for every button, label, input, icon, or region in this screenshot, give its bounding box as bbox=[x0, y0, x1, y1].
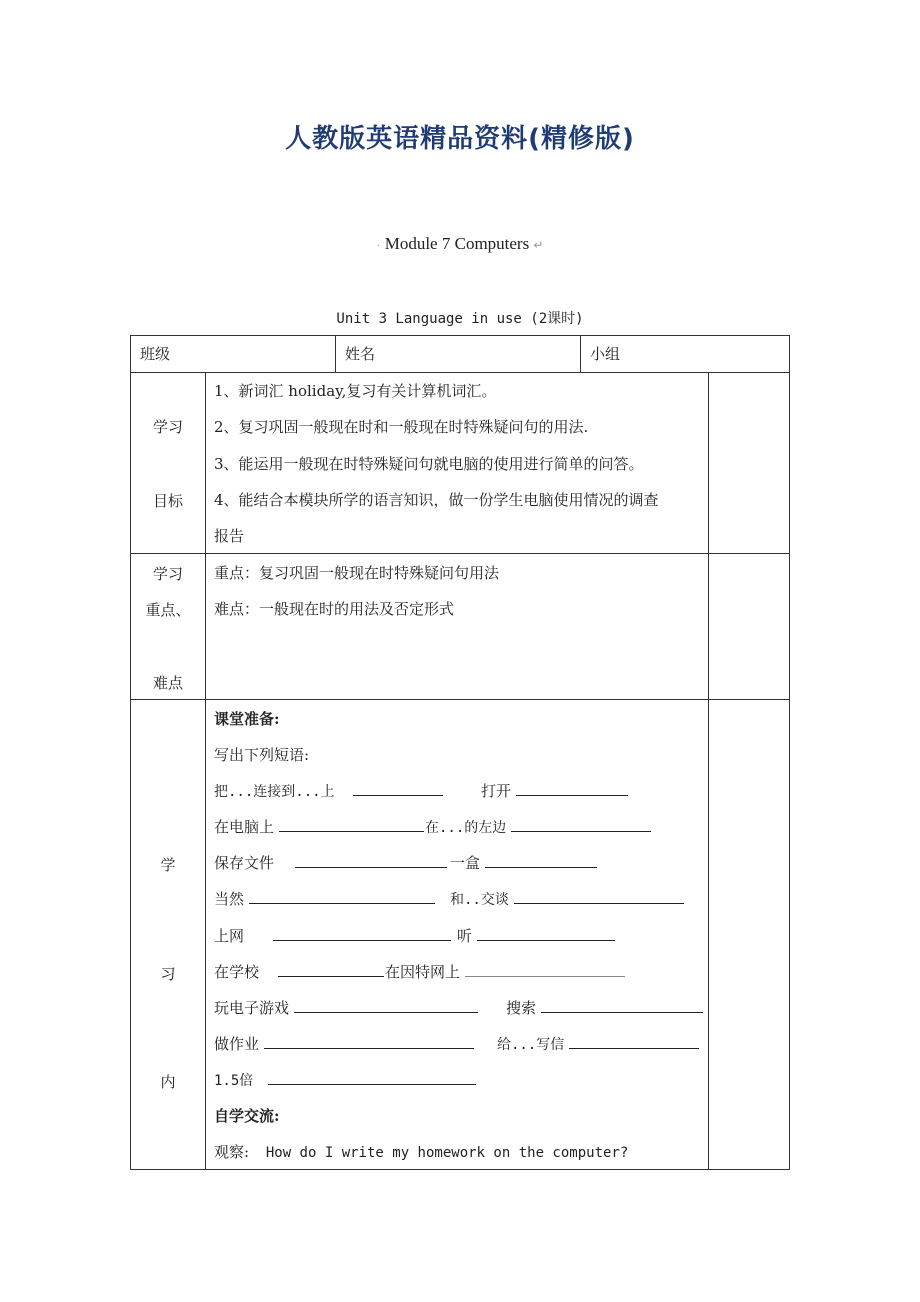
prep-instruction: 写出下列短语: bbox=[214, 746, 310, 764]
phrase-label: 玩电子游戏 bbox=[214, 999, 290, 1017]
phrase-label: 在...的左边 bbox=[425, 820, 507, 836]
phrase-row bbox=[214, 926, 451, 946]
content-label-1: 学 bbox=[160, 856, 176, 874]
prep-heading: 课堂准备: bbox=[214, 710, 280, 728]
objective-item: 2、复习巩固一般现在时和一般现在时特殊疑问句的用法. bbox=[214, 418, 589, 436]
answer-blank[interactable] bbox=[516, 781, 628, 796]
table-border-bottom bbox=[130, 1169, 790, 1170]
observe-label: 观察: bbox=[214, 1143, 250, 1161]
table-border-left bbox=[130, 335, 131, 1170]
table-border-top bbox=[130, 335, 790, 336]
phrase-row bbox=[214, 853, 447, 873]
answer-blank[interactable] bbox=[249, 889, 435, 904]
page-title: 人教版英语精品资料(精修版) bbox=[285, 124, 635, 154]
phrase-label: 保存文件 bbox=[214, 854, 275, 872]
table-border-right bbox=[789, 335, 790, 1170]
keypoints-label-3: 难点 bbox=[152, 674, 183, 692]
answer-blank[interactable] bbox=[273, 926, 451, 941]
phrase-label: 搜索 bbox=[506, 999, 537, 1017]
phrase-label: 给...写信 bbox=[497, 1037, 565, 1053]
observe-sentence: How do I write my homework on the computer? bbox=[265, 1145, 629, 1161]
row-divider bbox=[130, 372, 790, 373]
phrase-label: 把...连接到...上 bbox=[214, 784, 335, 800]
answer-blank[interactable] bbox=[294, 998, 478, 1013]
col-divider bbox=[708, 372, 709, 1170]
answer-blank[interactable] bbox=[511, 817, 651, 832]
difficulty-point: 难点：一般现在时的用法及否定形式 bbox=[214, 600, 455, 618]
observe-line bbox=[214, 1142, 628, 1163]
answer-blank[interactable] bbox=[264, 1034, 474, 1049]
objective-item: 报告 bbox=[214, 527, 245, 545]
answer-blank[interactable] bbox=[268, 1070, 476, 1085]
answer-blank[interactable] bbox=[569, 1034, 699, 1049]
format-mark-icon: · bbox=[376, 238, 381, 252]
phrase-label: 在学校 bbox=[214, 963, 260, 981]
phrase-row bbox=[214, 998, 478, 1018]
phrase-row bbox=[214, 817, 424, 837]
class-label: 班级 bbox=[140, 345, 171, 363]
content-label-2: 习 bbox=[160, 965, 176, 983]
phrase-label: 和..交谈 bbox=[450, 892, 509, 908]
keypoints-label-2: 重点、 bbox=[145, 601, 191, 619]
phrase-row bbox=[497, 1034, 699, 1055]
objective-item: 3、能运用一般现在时特殊疑问句就电脑的使用进行简单的问答。 bbox=[214, 455, 644, 473]
phrase-label: 在电脑上 bbox=[214, 818, 275, 836]
answer-blank[interactable] bbox=[465, 962, 625, 977]
objective-item: 1、新词汇 holiday,复习有关计算机词汇。 bbox=[214, 382, 497, 400]
col-divider bbox=[335, 335, 336, 373]
answer-blank[interactable] bbox=[541, 998, 703, 1013]
row-divider bbox=[130, 553, 790, 554]
objectives-label-1: 学习 bbox=[152, 418, 183, 436]
answer-blank[interactable] bbox=[477, 926, 615, 941]
answer-blank[interactable] bbox=[514, 889, 684, 904]
self-study-heading: 自学交流: bbox=[214, 1107, 280, 1125]
module-title-text: Module 7 Computers bbox=[384, 234, 530, 253]
phrase-row bbox=[385, 962, 625, 982]
phrase-label: 听 bbox=[457, 927, 473, 945]
phrase-label: 打开 bbox=[481, 782, 512, 800]
keypoints-label-1: 学习 bbox=[152, 565, 183, 583]
answer-blank[interactable] bbox=[353, 781, 443, 796]
phrase-label: 一盒 bbox=[450, 854, 481, 872]
focus-point: 重点：复习巩固一般现在时特殊疑问句用法 bbox=[214, 564, 500, 582]
phrase-label: 当然 bbox=[214, 890, 245, 908]
phrase-row bbox=[425, 817, 651, 838]
objectives-label-2: 目标 bbox=[152, 492, 183, 510]
phrase-row bbox=[450, 853, 597, 873]
phrase-row bbox=[214, 962, 384, 982]
module-title bbox=[0, 234, 920, 254]
answer-blank[interactable] bbox=[295, 853, 447, 868]
col-divider bbox=[580, 335, 581, 373]
name-label: 姓名 bbox=[345, 345, 376, 363]
phrase-row bbox=[457, 926, 615, 946]
content-label-3: 内 bbox=[160, 1073, 176, 1091]
unit-title: Unit 3 Language in use (2课时) bbox=[336, 311, 584, 327]
answer-blank[interactable] bbox=[485, 853, 597, 868]
answer-blank[interactable] bbox=[279, 817, 424, 832]
phrase-row bbox=[214, 781, 443, 802]
phrase-row bbox=[506, 998, 703, 1018]
phrase-row bbox=[214, 889, 435, 909]
group-label: 小组 bbox=[590, 345, 621, 363]
phrase-row bbox=[214, 1070, 476, 1091]
phrase-row bbox=[214, 1034, 474, 1054]
phrase-label: 在因特网上 bbox=[385, 963, 461, 981]
paragraph-mark-icon: ↵ bbox=[533, 238, 544, 252]
phrase-label: 做作业 bbox=[214, 1035, 260, 1053]
row-divider bbox=[130, 699, 790, 700]
objective-item: 4、能结合本模块所学的语言知识，做一份学生电脑使用情况的调查 bbox=[214, 491, 659, 509]
phrase-label: 上网 bbox=[214, 927, 245, 945]
phrase-row bbox=[481, 781, 628, 801]
phrase-row bbox=[450, 889, 684, 910]
answer-blank[interactable] bbox=[278, 962, 384, 977]
phrase-label: 1.5倍 bbox=[214, 1073, 254, 1089]
